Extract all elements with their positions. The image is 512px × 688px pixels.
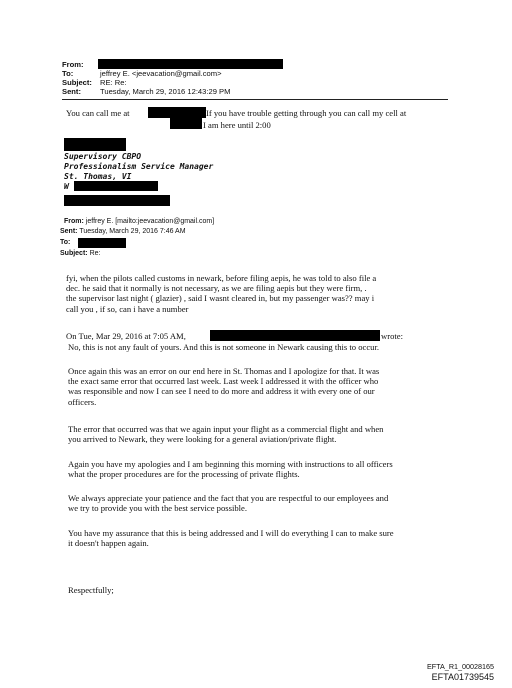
body-line: No, this is not any fault of yours. And this is not someone in Newark causing this to occur. (68, 342, 380, 352)
header-sent-label: Sent: (62, 87, 81, 96)
body-line: we try to provide you with the best service possible. (68, 503, 248, 514)
body-line: it doesn't happen again. (68, 538, 149, 549)
body-line: officers. (68, 396, 97, 407)
signature-location: St. Thomas, VI (64, 172, 132, 181)
fyi-paragraph (66, 273, 446, 314)
signature-role: Professionalism Service Manager (64, 162, 214, 171)
redaction-from (98, 59, 283, 69)
forwarded-subject: Subject: Re: (60, 250, 101, 257)
closing: Respectfully; (68, 585, 114, 595)
body-line: We always appreciate your patience and the fact that you are respectful to our employees and (68, 493, 389, 503)
redaction-sender (210, 330, 380, 341)
redaction-email (64, 195, 170, 206)
fyi-line: the supervisor last night ( glazier) , said I wasnt cleared in, but my passenger was?? may i (66, 293, 375, 304)
body-line: Once again this was an error on our end here in St. Thomas and I apologize for that. It was (68, 366, 380, 376)
signature-w-label: W (64, 182, 69, 191)
footer-ref-1: EFTA_R1_00028165 (427, 662, 494, 671)
body-line: the exact same error that occurred last week. Last week I addressed it with the officer who (68, 376, 379, 387)
body-paragraph-4 (68, 459, 448, 479)
quote-wrote: wrote: (381, 331, 403, 341)
header-subject-label: Subject: (62, 78, 92, 87)
redaction-cell (170, 118, 202, 129)
body-line: was responsible and now I can see I need to do more and address it with every one of our (68, 386, 375, 397)
header-from-label: From: (62, 60, 84, 69)
forwarded-from: From: jeffrey E. [mailto:jeevacation@gmail.com] (64, 218, 215, 225)
body-paragraph-5 (68, 493, 448, 513)
callout-right-line1: If you have trouble getting through you can call my cell at (206, 108, 407, 118)
redaction-phone (148, 107, 206, 118)
body-paragraph-6 (68, 528, 448, 548)
forwarded-sent: Sent: Tuesday, March 29, 2016 7:46 AM (60, 228, 186, 235)
fyi-line: call you , if so, can i have a number (66, 303, 189, 314)
body-line: Again you have my apologies and I am beginning this morning with instructions to all officers (68, 459, 393, 469)
header-subject-value: RE: Re: (100, 78, 127, 87)
header-divider (62, 99, 448, 100)
header-to-label: To: (62, 69, 74, 78)
body-line: The error that occurred was that we again input your flight as a commercial flight and when (68, 424, 384, 434)
header-sent-value: Tuesday, March 29, 2016 12:43:29 PM (100, 87, 231, 96)
redaction-to (78, 238, 126, 248)
body-paragraph-3 (68, 424, 448, 444)
header-to-value: jeffrey E. <jeevacation@gmail.com> (100, 69, 222, 78)
body-paragraph-2 (68, 366, 448, 407)
callout-right-line2: I am here until 2:00 (203, 120, 271, 130)
callout-left-text: You can call me at (66, 108, 130, 118)
fyi-line: dec. he said that it normally is not necessary, as we are filing aepis but they were firm, . (66, 283, 367, 294)
footer-ref-2: EFTA01739545 (431, 672, 494, 682)
body-line: what the proper procedures are for the processing of private flights. (68, 469, 300, 480)
fyi-line: fyi, when the pilots called customs in newark, before filing aepis, he was told to also file a (66, 273, 377, 283)
body-line: you arrived to Newark, they were looking for a general aviation/private flight. (68, 434, 337, 445)
redaction-work-phone (74, 181, 158, 191)
quote-intro: On Tue, Mar 29, 2016 at 7:05 AM, (66, 331, 186, 341)
body-paragraph-1 (68, 342, 448, 352)
body-line: You have my assurance that this is being addressed and I will do everything I can to make sure (68, 528, 394, 538)
signature-title: Supervisory CBPO (64, 152, 142, 161)
redaction-name (64, 138, 126, 151)
forwarded-to: To: (60, 239, 71, 246)
